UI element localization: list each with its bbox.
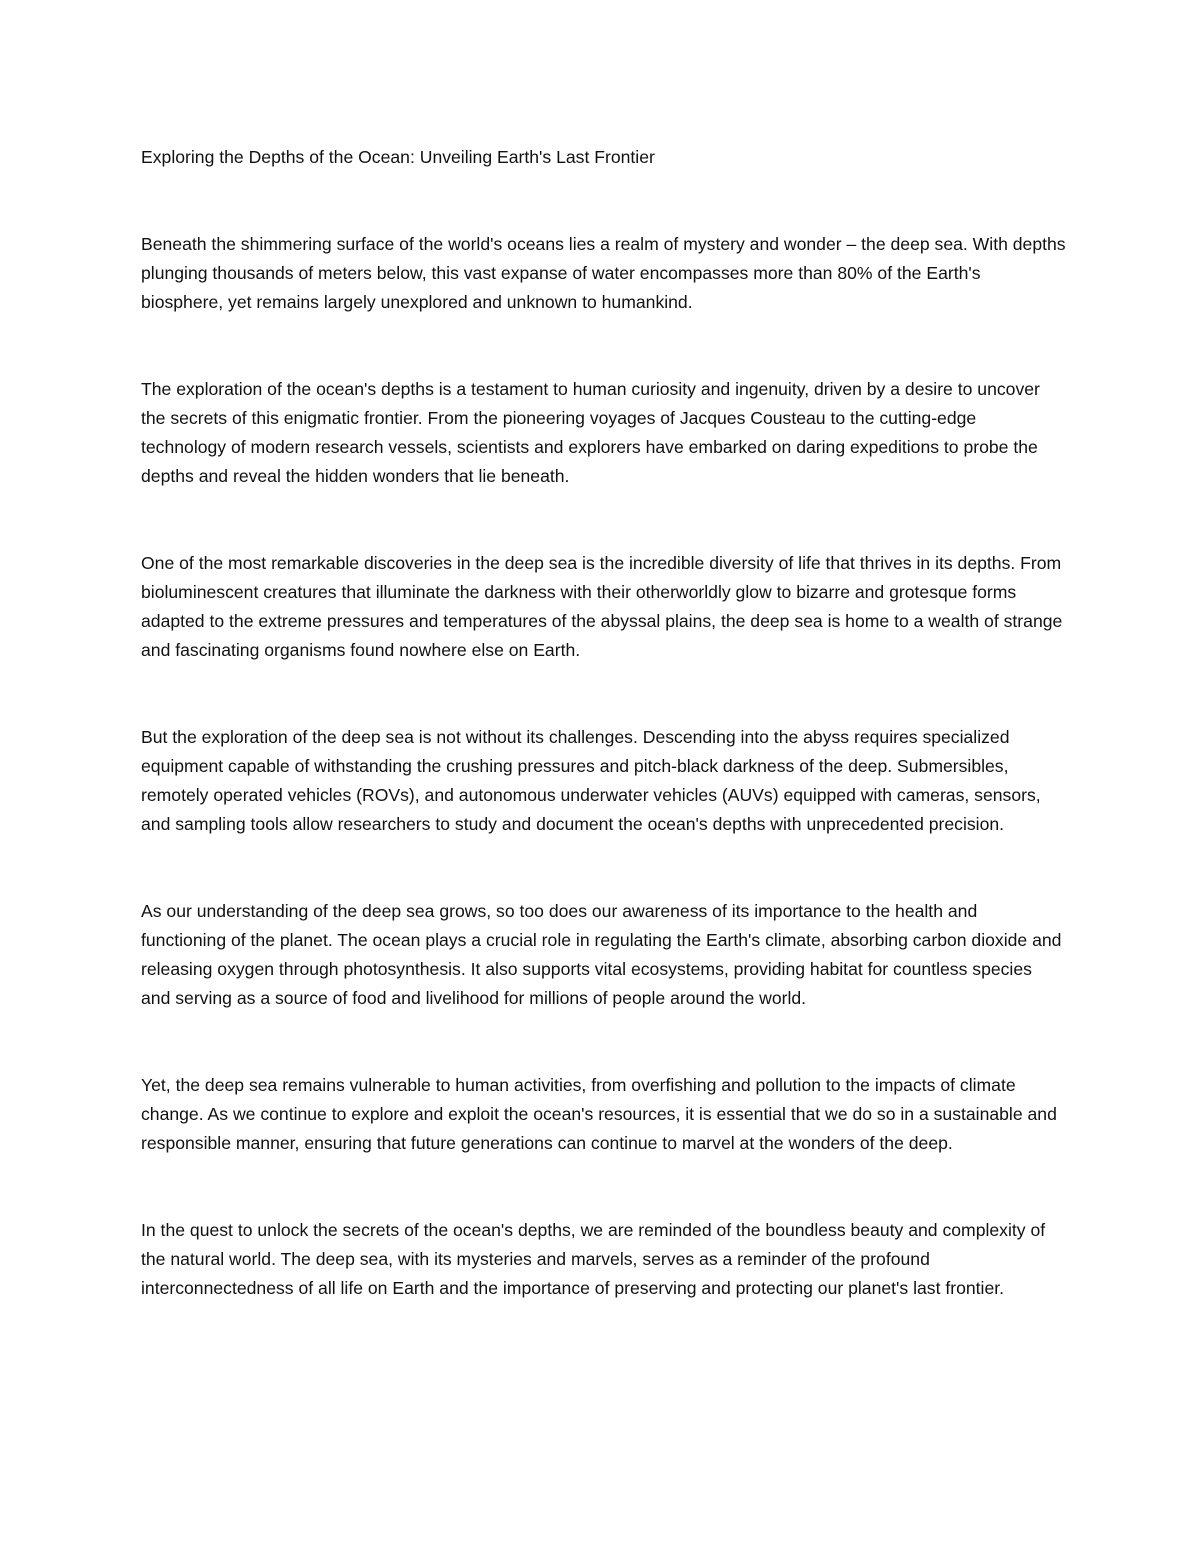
paragraph-4: But the exploration of the deep sea is not without its challenges. Descending into the abyss requires specialized equipment capable of withstanding the crushing pressures and pitch-black darkness of the deep. Submersibles, remotely operated vehicles (ROVs), and autonomous underwater vehicles (AUVs) equipped with cameras, sensors, and sampling tools allow researchers to study and document the ocean's depths with unprecedented precision.: [141, 727, 1041, 834]
document-body: [141, 143, 1066, 1361]
document-title: Exploring the Depths of the Ocean: Unveiling Earth's Last Frontier: [141, 147, 655, 167]
paragraph-2: The exploration of the ocean's depths is a testament to human curiosity and ingenuity, driven by a desire to uncover the secrets of this enigmatic frontier. From the pioneering voyages of Jacques Cousteau to the cutting-edge technology of modern research vessels, scientists and explorers have embarked on daring expeditions to probe the depths and reveal the hidden wonders that lie beneath.: [141, 379, 1040, 486]
paragraph-6: Yet, the deep sea remains vulnerable to human activities, from overfishing and pollution to the impacts of climate change. As we continue to explore and exploit the ocean's resources, it is essential that we do so in a sustainable and responsible manner, ensuring that future generations can continue to marvel at the wonders of the deep.: [141, 1075, 1057, 1153]
paragraph-3: One of the most remarkable discoveries in the deep sea is the incredible diversity of life that thrives in its depths. From bioluminescent creatures that illuminate the darkness with their otherworldly glow to bizarre and grotesque forms adapted to the extreme pressures and temperatures of the abyssal plains, the deep sea is home to a wealth of strange and fascinating organisms found nowhere else on Earth.: [141, 553, 1063, 660]
paragraph-1: Beneath the shimmering surface of the world's oceans lies a realm of mystery and wonder – the deep sea. With depths plunging thousands of meters below, this vast expanse of water encompasses more than 80% of the Earth's biosphere, yet remains largely unexplored and unknown to humankind.: [141, 234, 1066, 312]
paragraph-7: In the quest to unlock the secrets of the ocean's depths, we are reminded of the boundless beauty and complexity of the natural world. The deep sea, with its mysteries and marvels, serves as a reminder of the profound interconnectedness of all life on Earth and the importance of preserving and protecting our planet's last frontier.: [141, 1220, 1046, 1298]
paragraph-5: As our understanding of the deep sea grows, so too does our awareness of its importance to the health and functioning of the planet. The ocean plays a crucial role in regulating the Earth's climate, absorbing carbon dioxide and releasing oxygen through photosynthesis. It also supports vital ecosystems, providing habitat for countless species and serving as a source of food and livelihood for millions of people around the world.: [141, 901, 1062, 1008]
